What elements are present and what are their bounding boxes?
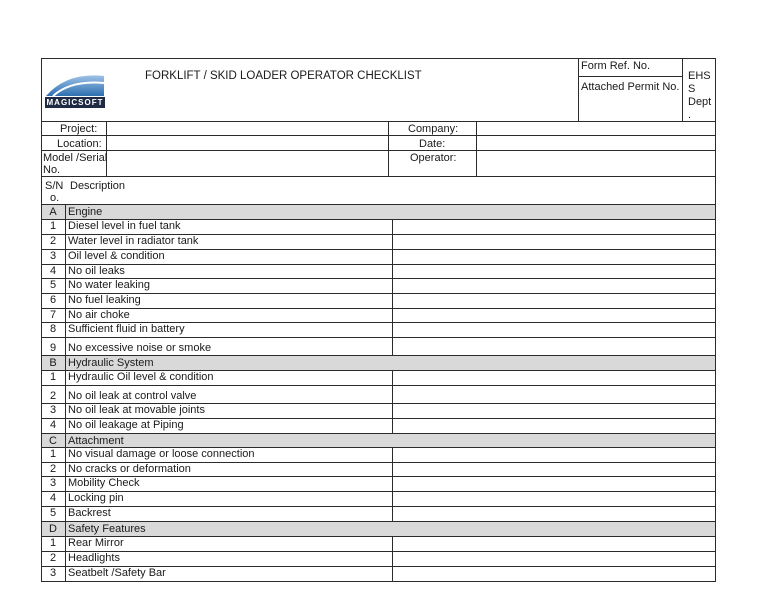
check-result-cell[interactable] [393,235,715,249]
check-result-cell[interactable] [393,250,715,264]
item-number: 3 [49,477,57,489]
description-header: Description [70,180,126,192]
item-number: 4 [49,419,57,431]
permit-label: Attached Permit No. [581,81,680,93]
item-number: 4 [49,492,57,504]
dept-label [688,70,716,122]
check-result-cell[interactable] [393,265,715,278]
dept-line: EHS [688,70,711,82]
check-result-cell[interactable] [393,220,715,234]
checklist-item: No excessive noise or smoke [68,342,212,354]
sno-header: o. [50,192,60,204]
checklist-item: No oil leakage at Piping [68,419,184,431]
check-result-cell[interactable] [393,477,715,491]
section-title: Hydraulic System [68,357,154,369]
date-label: Date: [419,138,446,150]
check-result-cell[interactable] [393,338,715,355]
check-result-cell[interactable] [393,386,715,403]
item-number: 9 [49,342,57,354]
project-label: Project: [60,123,98,135]
location-field[interactable] [107,136,388,150]
check-result-cell[interactable] [393,567,715,581]
item-number: 3 [49,250,57,262]
project-field[interactable] [107,122,388,135]
check-result-cell[interactable] [393,294,715,308]
dept-line: . [688,109,692,121]
check-result-cell[interactable] [393,419,715,433]
checklist-item: No fuel leaking [68,294,141,306]
item-number: 7 [49,309,57,321]
dept-line: S [688,83,696,95]
check-result-cell[interactable] [393,371,715,385]
checklist-item: Headlights [68,552,120,564]
section-code: C [49,435,57,447]
check-result-cell[interactable] [393,323,715,337]
checklist-item: Mobility Check [68,477,140,489]
section-code: D [49,523,57,535]
check-result-cell[interactable] [393,537,715,551]
item-number: 3 [49,567,57,579]
dept-line: Dept [688,96,712,108]
page-title: FORKLIFT / SKID LOADER OPERATOR CHECKLIST [145,70,422,82]
item-number: 5 [49,507,57,519]
model-field[interactable] [107,151,388,176]
operator-field[interactable] [477,151,715,176]
checklist-item: Hydraulic Oil level & condition [68,371,214,383]
section-header [42,434,715,447]
item-number: 1 [49,448,57,460]
checklist-item: Locking pin [68,492,124,504]
item-number: 2 [49,390,57,402]
checklist-item: No oil leak at control valve [68,390,197,402]
sno-header: S/N [45,180,64,192]
section-title: Safety Features [68,523,146,535]
checklist-item: Rear Mirror [68,537,124,549]
logo [45,70,105,110]
section-code: A [49,206,57,218]
item-number: 2 [49,552,57,564]
company-field[interactable] [477,122,715,135]
date-field[interactable] [477,136,715,150]
checklist-item: Sufficient fluid in battery [68,323,185,335]
check-result-cell[interactable] [393,463,715,476]
checklist-item: Seatbelt /Safety Bar [68,567,166,579]
checklist-item: No air choke [68,309,130,321]
section-title: Engine [68,206,103,218]
section-code: B [49,357,57,369]
checklist-item: No water leaking [68,279,150,291]
company-label: Company: [408,123,459,135]
operator-label: Operator: [410,152,457,164]
checklist-item: Diesel level in fuel tank [68,220,181,232]
checklist-item: Water level in radiator tank [68,235,199,247]
item-number: 3 [49,404,57,416]
checklist-item: No oil leaks [68,265,125,277]
section-title: Attachment [68,435,124,447]
logo-text: MAGICSOFT [46,98,104,107]
item-number: 2 [49,235,57,247]
checklist-item: Backrest [68,507,111,519]
item-number: 1 [49,537,57,549]
checklist-item: Oil level & condition [68,250,165,262]
item-number: 8 [49,323,57,335]
check-result-cell[interactable] [393,507,715,521]
logo-swoosh-icon [45,70,105,98]
item-number: 4 [49,265,57,277]
check-result-cell[interactable] [393,492,715,506]
form-ref-label: Form Ref. No. [581,60,651,72]
item-number: 2 [49,463,57,475]
check-result-cell[interactable] [393,448,715,462]
model-label: Model /Serial [43,152,108,164]
check-result-cell[interactable] [393,552,715,566]
checklist-item: No oil leak at movable joints [68,404,205,416]
item-number: 6 [49,294,57,306]
check-result-cell[interactable] [393,279,715,293]
item-number: 5 [49,279,57,291]
checklist-item: No cracks or deformation [68,463,191,475]
checklist-item: No visual damage or loose connection [68,448,255,460]
model-label: No. [43,164,61,176]
item-number: 1 [49,220,57,232]
check-result-cell[interactable] [393,404,715,418]
location-label: Location: [57,138,102,150]
check-result-cell[interactable] [393,309,715,322]
item-number: 1 [49,371,57,383]
section-header [42,205,715,219]
